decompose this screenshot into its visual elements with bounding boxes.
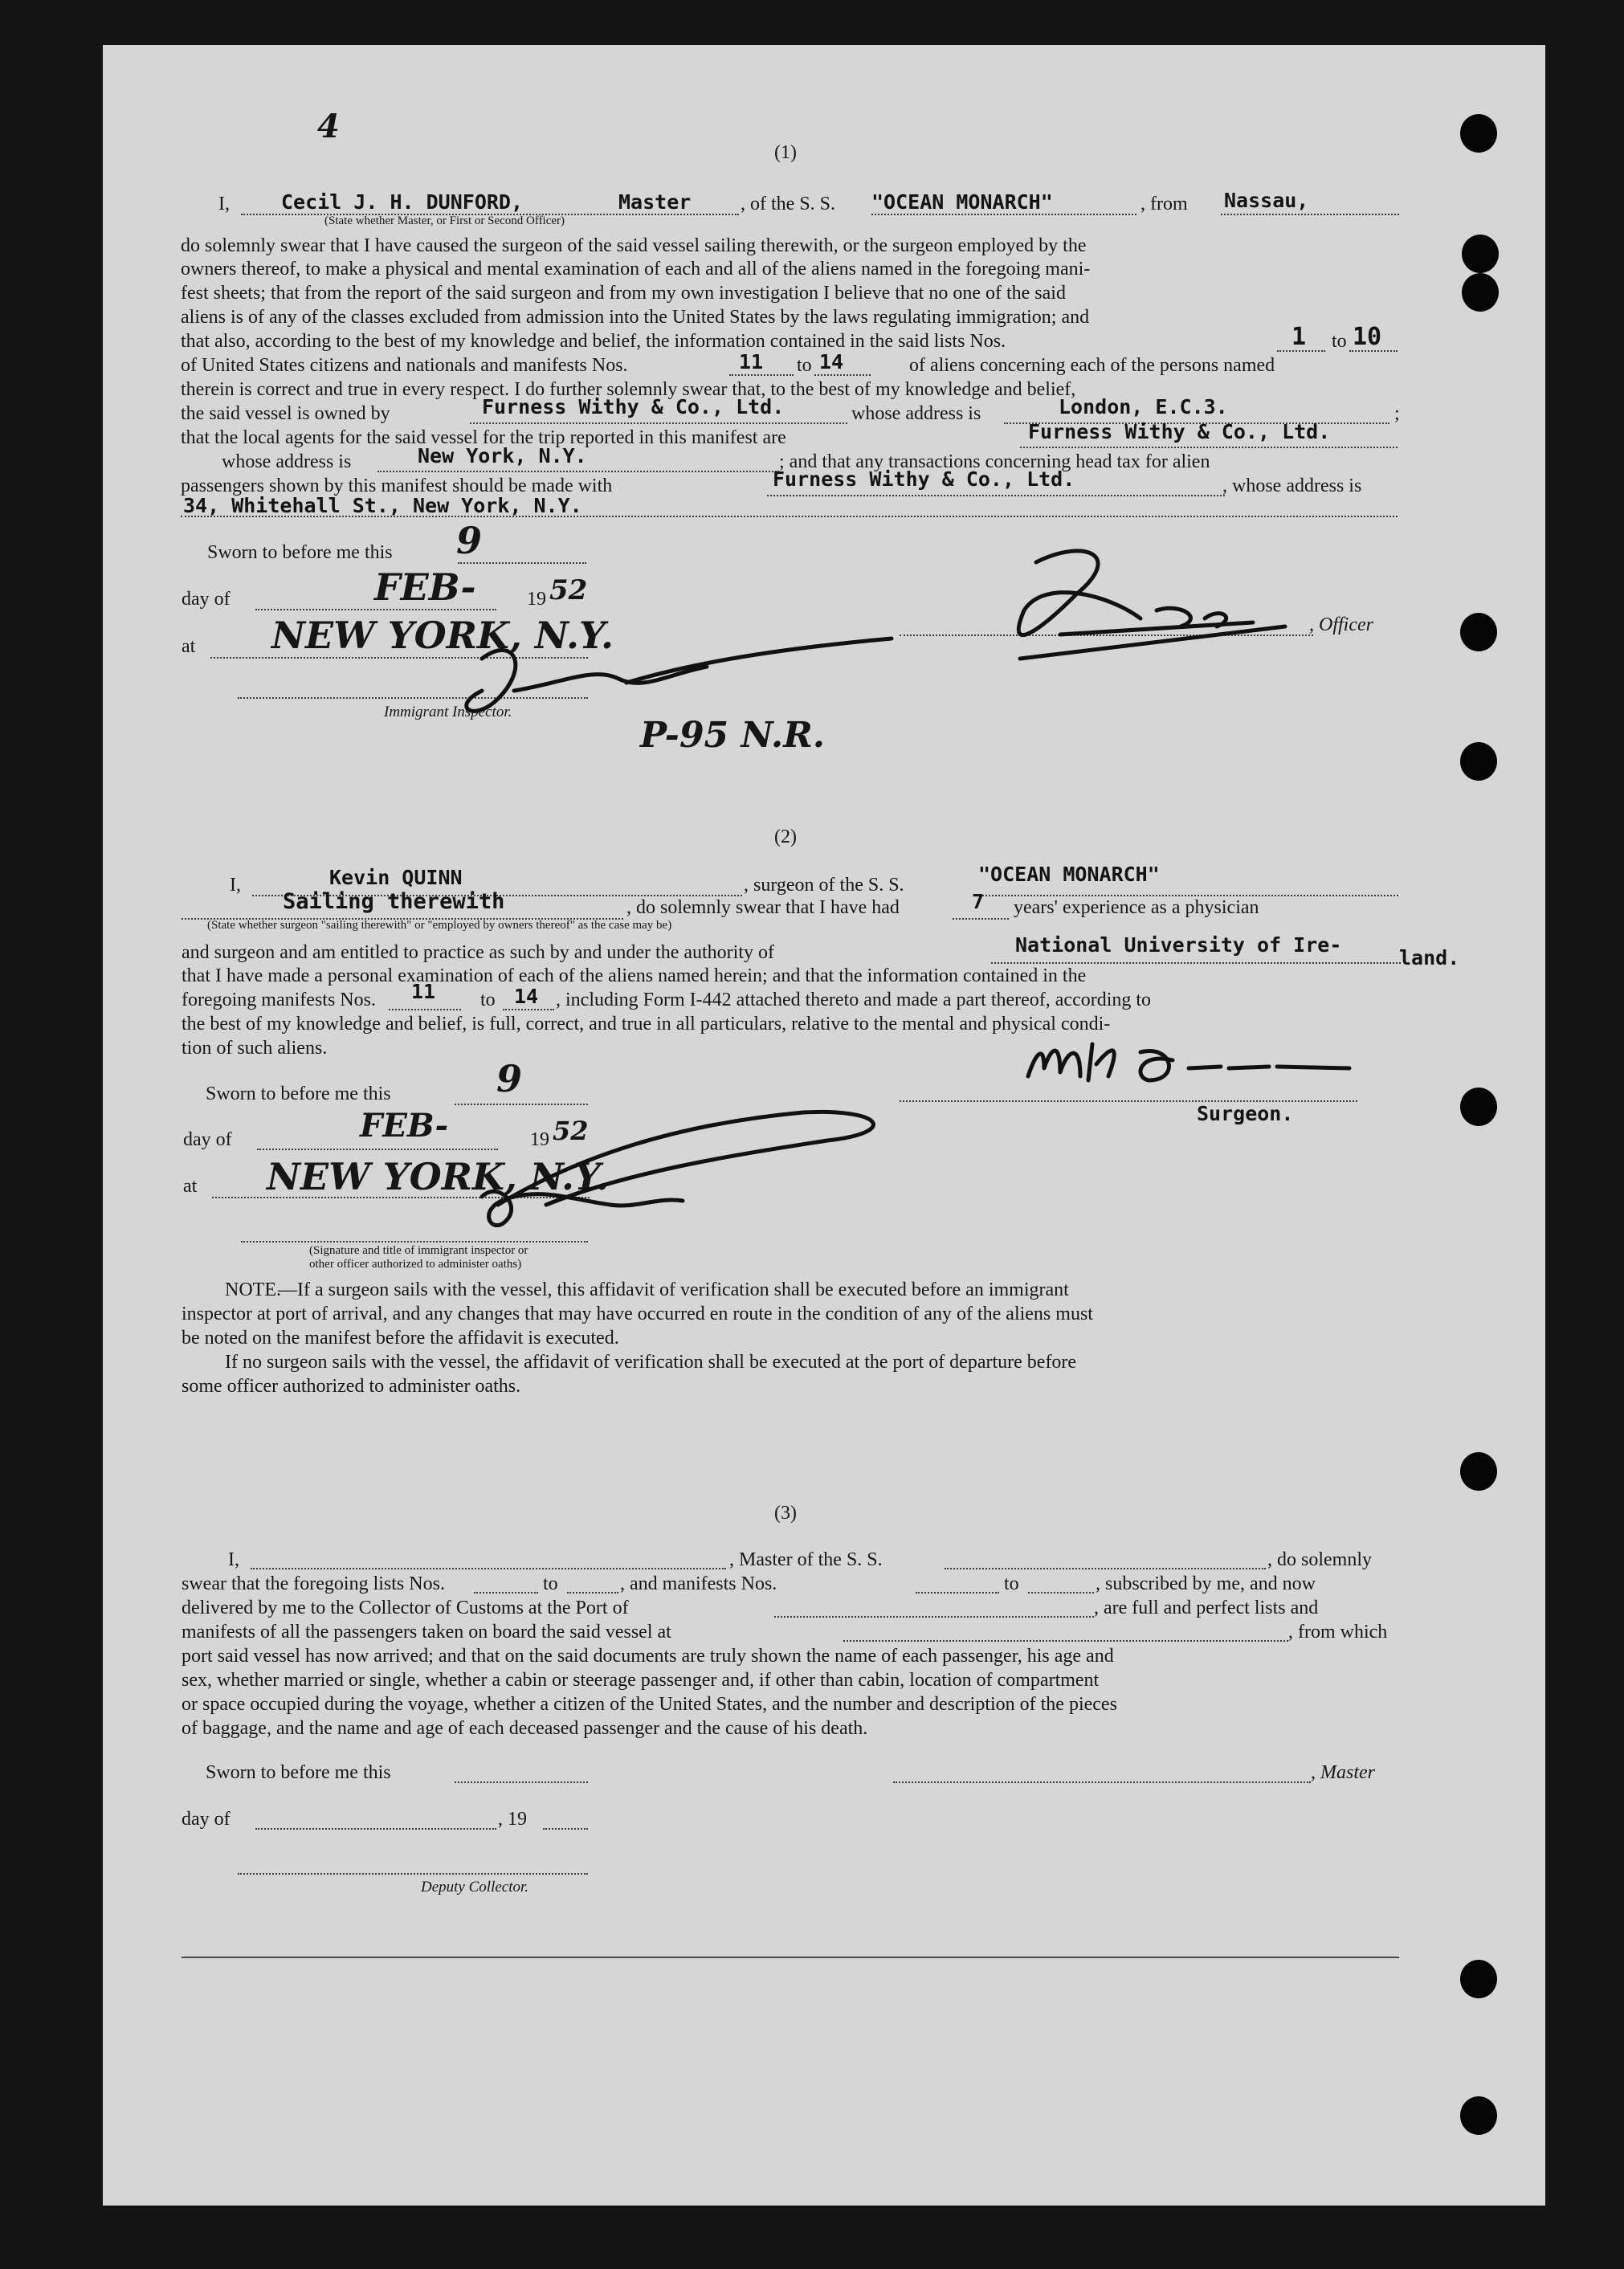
sec1-lists-from: 1 [1291,323,1307,351]
sec2-para-line-4: the best of my knowledge and belief, is full, correct, and true in all particulars, relative to the mental and physical condi- [182,1014,1111,1035]
sec1-owner-address: London, E.C.3. [1059,395,1228,418]
sec1-para-line-6b: of aliens concerning each of the persons named [909,355,1275,376]
sec3-line-2c: , and manifests Nos. [620,1573,777,1594]
sec3-line-2b: to [543,1573,558,1594]
sec1-at-label: at [182,636,196,657]
sec1-place-handwritten: NEW YORK, N.Y. [271,614,614,657]
sec3-line-2a: swear that the foregoing lists Nos. [182,1573,445,1594]
sec2-authority-cont: land. [1399,946,1460,969]
sec3-line-1c: , do solemnly [1267,1549,1372,1570]
sec2-note-line-5: some officer authorized to administer oaths. [182,1376,521,1397]
sec2-sworn-label: Sworn to before me this [206,1083,391,1104]
sec3-line-7: or space occupied during the voyage, whether a citizen of the United States, and the number and description of the pieces [182,1694,1117,1715]
sec2-at-label: at [183,1176,198,1197]
section-2-number: (2) [774,826,797,847]
sec1-master-name: Cecil J. H. DUNFORD, [281,190,524,214]
sec3-line-2d: to [1004,1573,1019,1594]
sec2-prefix: I, [230,875,241,896]
sec2-month-handwritten: FEB- [360,1107,449,1145]
sec1-agents-address: New York, N.Y. [418,444,587,467]
sec1-para-line-3: fest sheets; that from the report of the said surgeon and from my own investigation I believe that no one of the said [181,283,1066,304]
sec3-deputy-label: Deputy Collector. [421,1879,529,1896]
sec1-owner: Furness Withy & Co., Ltd. [482,395,785,418]
sec1-para-line-5: that also, according to the best of my knowledge and belief, the information contained in the said lists Nos. [181,331,1006,352]
sec2-day-handwritten: 9 [496,1057,523,1100]
sec2-note-line-4: If no surgeon sails with the vessel, the affidavit of verification shall be executed at the port of departure before [225,1352,1077,1373]
sec1-from: , from [1140,194,1188,214]
sec1-vessel-name: "OCEAN MONARCH" [871,190,1053,214]
sec3-line-8: of baggage, and the name and age of each deceased passenger and the cause of his death. [182,1718,868,1739]
sec3-line-6: sex, whether married or single, whether a cabin or steerage passenger and, if other than cabin, location of compartment [182,1670,1100,1691]
sec1-local-agents: Furness Withy & Co., Ltd. [1028,420,1331,443]
sec1-para-line-9a: that the local agents for the said vessel for the trip reported in this manifest are [181,427,786,448]
sec1-inspector-label: Immigrant Inspector. [384,704,512,720]
sec2-years: 7 [972,890,985,913]
sec1-annotation-handwritten: P-95 N.R. [640,715,826,756]
sec2-surgeon-status: Sailing therewith [283,889,505,914]
sec2-para-line-5: tion of such aliens. [182,1038,328,1059]
sec1-para-line-6a: of United States citizens and nationals and manifests Nos. [181,355,628,376]
sec1-manifest-to: 14 [819,350,844,373]
sec1-para-line-2: owners thereof, to make a physical and mental examination of each and all of the aliens named in the foregoing mani- [181,259,1091,280]
sec2-note-line-2: inspector at port of arrival, and any changes that may have occurred en route in the condition of any of the aliens must [182,1304,1093,1324]
sec1-lists-to-word: to [1332,331,1347,352]
sec1-manifest-to-word: to [797,355,812,376]
sec1-para-line-11a: passengers shown by this manifest should be made with [181,475,613,496]
sec1-semicolon-1: ; [1394,403,1400,424]
officer-signature [1018,551,1285,659]
sec3-master-label: , Master [1311,1762,1375,1783]
sheet-number-handwritten: 4 [317,108,340,145]
sec2-note-line-1: —If a surgeon sails with the vessel, this affidavit of verification shall be executed before an immigrant [278,1279,1069,1300]
sec1-para-line-8a: the said vessel is owned by [181,403,390,424]
sec3-day-of-label: day of [182,1809,231,1830]
sec1-headtax-address: 34, Whitehall St., New York, N.Y. [183,494,582,517]
sec1-para-line-8b: whose address is [851,403,981,424]
sec1-year-prefix: 19 [527,589,546,610]
sec2-swear-label: , do solemnly swear that I have had [626,897,900,918]
sec3-line-3a: delivered by me to the Collector of Customs at the Port of [182,1598,629,1618]
sec2-surgeon-of: , surgeon of the S. S. [744,875,904,896]
sec2-manifest-to: 14 [514,985,539,1008]
sec1-para-line-10a: whose address is [222,451,352,472]
sec1-day-handwritten: 9 [456,519,483,562]
sec3-line-3b: , are full and perfect lists and [1094,1598,1319,1618]
sec3-line-4b: , from which [1288,1622,1388,1643]
sec2-sig-note-1: (Signature and title of immigrant inspector or [309,1244,528,1257]
sec2-note-label: NOTE. [225,1279,281,1300]
sec1-departure-port: Nassau, [1224,189,1309,212]
sec2-sig-note-2: other officer authorized to administer oaths) [309,1258,522,1271]
sec2-manifest-to-word: to [480,990,496,1010]
sec1-of-ss: , of the S. S. [741,194,836,214]
sec1-para-line-1: do solemnly swear that I have caused the surgeon of the said vessel sailing therewith, or the surgeon employed by the [181,235,1087,256]
sec2-day-of-label: day of [183,1129,232,1150]
sec2-surgeon-label: Surgeon. [1197,1102,1294,1125]
inspector-signature-2 [482,1112,873,1225]
sec1-manifest-from: 11 [739,350,764,373]
sec2-para-line-3a: foregoing manifests Nos. [182,990,376,1010]
sec3-line-2e: , subscribed by me, and now [1096,1573,1316,1594]
sec1-para-line-11b: , whose address is [1222,475,1362,496]
sec1-month-handwritten: FEB- [374,565,476,609]
sec3-line-1b: , Master of the S. S. [729,1549,883,1570]
sec2-para-line-1: and surgeon and am entitled to practice as such by and under the authority of [182,942,774,963]
sec2-year-handwritten: 52 [553,1116,589,1146]
sec2-year-prefix: 19 [530,1129,549,1150]
sec1-day-of-label: day of [182,589,231,610]
sec1-prefix: I, [218,194,230,214]
sec2-authority: National University of Ire- [1015,933,1342,957]
sec1-para-line-10b: ; and that any transactions concerning head tax for alien [779,451,1210,472]
sec3-line-4a: manifests of all the passengers taken on board the said vessel at [182,1622,671,1643]
sec2-note-line-3: be noted on the manifest before the affidavit is executed. [182,1328,619,1349]
sec1-lists-to: 10 [1353,323,1382,351]
sec2-years-text: years' experience as a physician [1014,897,1259,918]
sec3-line-1a: I, [228,1549,239,1570]
section-3-number: (3) [774,1503,797,1524]
sec1-year-handwritten: 52 [549,574,588,606]
sec3-sworn-label: Sworn to before me this [206,1762,391,1783]
surgeon-signature [1028,1044,1349,1080]
sec1-rank: Master [618,190,692,214]
sec2-manifest-from: 11 [411,980,436,1003]
sec2-status-note: (State whether surgeon "sailing therewith" or "employed by owners thereof" as the case may be) [207,919,672,932]
inspector-signature [467,639,892,711]
sec2-para-line-3b: , including Form I-442 attached thereto and made a part thereof, according to [556,990,1152,1010]
sec1-officer-label: , Officer [1309,614,1373,635]
sec1-headtax-agent: Furness Withy & Co., Ltd. [773,467,1075,491]
sec1-sworn-label: Sworn to before me this [207,542,393,563]
sec1-para-line-7: therein is correct and true in every respect. I do further solemnly swear that, to the best of my knowledge and belief, [181,379,1076,400]
section-1-number: (1) [774,142,797,163]
sec3-year-prefix: , 19 [498,1809,527,1830]
sec2-para-line-2: that I have made a personal examination of each of the aliens named herein; and that the information contained in the [182,965,1087,986]
sec2-vessel-name: "OCEAN MONARCH" [978,863,1160,886]
sec2-surgeon-name: Kevin QUINN [329,866,463,889]
sec3-line-5: port said vessel has now arrived; and that on the said documents are truly shown the name of each passenger, his age and [182,1646,1114,1667]
sec2-place-handwritten: NEW YORK, N.Y. [267,1155,609,1198]
sec1-para-line-4: aliens is of any of the classes excluded from admission into the United States by the laws regulating immigration; and [181,307,1090,328]
sec1-rank-note: (State whether Master, or First or Second Officer) [324,214,565,227]
